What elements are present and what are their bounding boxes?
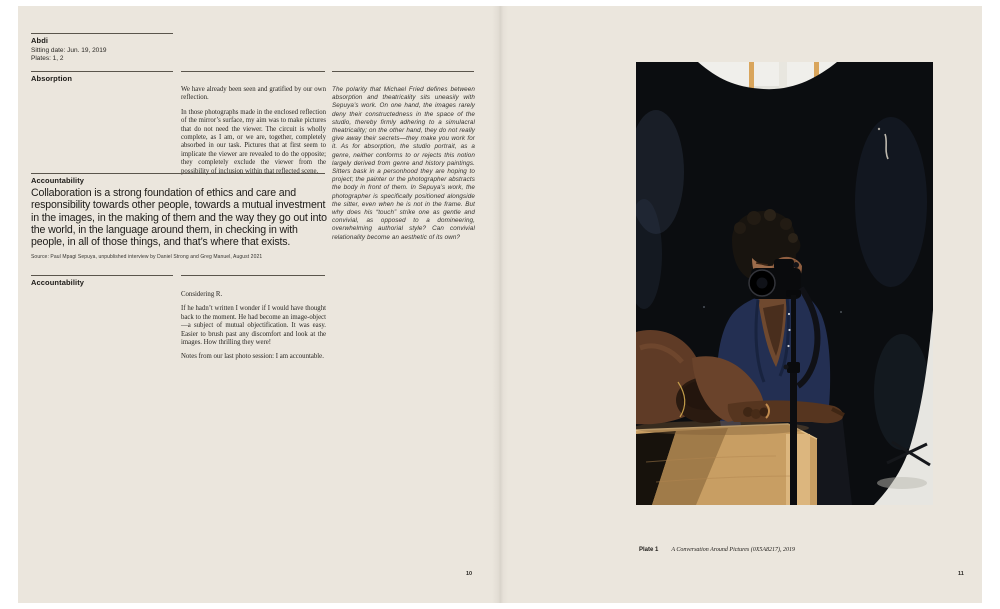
quote-source: Source: Paul Mpagi Sepuya, unpublished interview by Daniel Strong and Greg Manuel, August 2021 <box>31 254 263 260</box>
absorption-body <box>181 86 326 182</box>
notes-paragraph: Notes from our last photo session: I am accountable. <box>181 353 324 361</box>
plate-label: Plate 1 <box>639 547 659 553</box>
section-rule <box>332 71 474 72</box>
heading-absorption: Absorption <box>31 74 72 83</box>
studio-photograph <box>636 62 933 505</box>
absorption-paragraph: In those photographs made in the enclosed reflection of the mirror’s surface, my aim was to make pictures that do not need the viewer. The circuit is wholly complete, as I am, or we are, together, completely absorbed in our task. Pictures that at first seem to implicate the viewer are revealed to do the opposite; they completely exclude the viewer from the possibility of inclusion within that reflected scene. <box>181 108 326 175</box>
heading-accountability-quote: Accountability <box>31 176 85 185</box>
page-number-right: 11 <box>958 571 964 577</box>
pull-quote: Collaboration is a strong foundation of ethics and care and responsibility towards other people, towards a mutual investment in the images, in the making of them and the way they go out into the world, in the language around them, in checking in with people, in all of those things, and that’s where that exists. <box>31 187 327 249</box>
section-rule <box>31 275 173 276</box>
section-rule <box>181 71 325 72</box>
plate-photo <box>636 62 933 505</box>
plates-ref: Plates: 1, 2 <box>31 55 64 62</box>
sitting-date: Sitting date: Jun. 19, 2019 <box>31 47 107 54</box>
section-rule <box>31 173 325 174</box>
section-rule <box>31 71 173 72</box>
entry-title: Abdi <box>31 36 49 45</box>
section-rule <box>31 33 173 34</box>
heading-accountability-notes: Accountability <box>31 278 85 287</box>
gutter-shadow <box>492 6 508 603</box>
accountability-notes-body <box>181 291 326 368</box>
plate-title: A Conversation Around Pictures (0X5A8217), 2019 <box>671 547 796 553</box>
page-number-left: 10 <box>466 571 473 577</box>
notes-paragraph: Considering R. <box>181 291 223 298</box>
plate-caption <box>639 547 795 553</box>
absorption-commentary: The polarity that Michael Fried defines between absorption and theatricality sits uneasily with Sepuya’s work. On one hand, the images rarely deny their constructedness in the space of the studio, thereby firmly adhering to a simulacral theatricality; on the other hand, they do not really give away their secrets—they make you work for it. As for absorption, the studio portrait, as a genre, neither conforms to or rejects this notion largely derived from genre and history paintings. Sitters bask in a personhood they are hoping to project; the painter or the photographer abstracts the body in front of them. In Sepuya’s work, the photographer is specifically positioned alongside the sitter, even when he is not in the frame. But why does his “touch” strike one as gentle and convivial, as opposed to a domineering, overwhelming authorial style? Can convivial relationality become an aesthetic of its own? <box>332 86 475 241</box>
absorption-paragraph: We have already been seen and gratified by our own reflection. <box>181 86 326 102</box>
section-rule <box>181 275 325 276</box>
notes-paragraph: If he hadn’t written I wonder if I would have thought back to the moment. He had become an image-object—a subject of mutual objectification. It was easy. Easier to brush past any discomfort and look at the images. How thrilling they were! <box>181 305 326 347</box>
